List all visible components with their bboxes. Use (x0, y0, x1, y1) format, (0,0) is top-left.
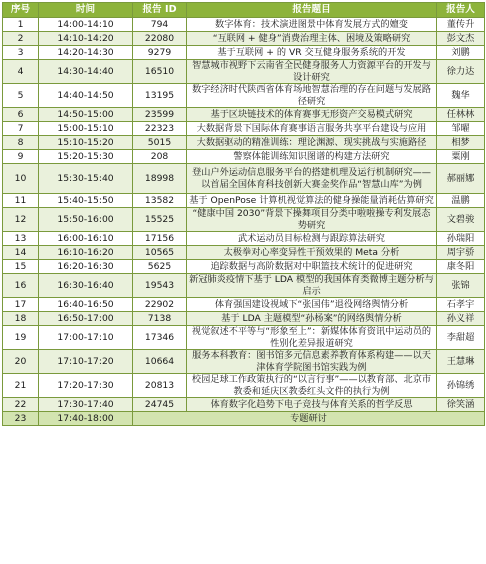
row-seq: 17 (3, 298, 39, 312)
row-title: 追踪数据与高阶数据对中职篮技术统计的促进研究 (187, 260, 437, 274)
table-row (3, 150, 485, 164)
row-seq: 19 (3, 326, 39, 350)
row-seq: 4 (3, 60, 39, 84)
row-reporter: 彭文杰 (437, 32, 485, 46)
row-report-id: 5015 (133, 136, 187, 150)
row-reporter: 周宇骄 (437, 246, 485, 260)
row-seq: 22 (3, 398, 39, 412)
table-row (3, 136, 485, 150)
header-time: 时间 (39, 3, 133, 18)
row-title: 视觉叙述不平等与“形象至上”：新媒体体育资讯中运动员的性别化差异报道研究 (187, 326, 437, 350)
row-time: 14:00-14:10 (39, 18, 133, 32)
row-seq: 12 (3, 208, 39, 232)
row-report-id: 9279 (133, 46, 187, 60)
row-report-id: 16510 (133, 60, 187, 84)
row-seq: 8 (3, 136, 39, 150)
table-row (3, 312, 485, 326)
row-reporter: 邹曜 (437, 122, 485, 136)
table-row (3, 326, 485, 350)
row-report-id: 17346 (133, 326, 187, 350)
row-time: 17:30-17:40 (39, 398, 133, 412)
row-time: 15:40-15:50 (39, 194, 133, 208)
row-report-id: 23599 (133, 108, 187, 122)
row-title: 体育数字化趋势下电子竞技与体育关系的哲学反思 (187, 398, 437, 412)
table-row (3, 298, 485, 312)
header-row (3, 3, 485, 18)
row-time: 17:40-18:00 (39, 412, 133, 426)
row-report-id: 20813 (133, 374, 187, 398)
row-time: 15:50-16:00 (39, 208, 133, 232)
table-row (3, 32, 485, 46)
row-reporter: 石孝宇 (437, 298, 485, 312)
table-row (3, 274, 485, 298)
row-seq: 16 (3, 274, 39, 298)
row-report-id: 24745 (133, 398, 187, 412)
row-title: 大数据驱动的精准训练：理论渊源、现实挑战与实施路径 (187, 136, 437, 150)
table-row (3, 60, 485, 84)
row-seq: 14 (3, 246, 39, 260)
row-title: 警察体能训练知识图谱的构建方法研究 (187, 150, 437, 164)
row-time: 15:10-15:20 (39, 136, 133, 150)
row-time: 14:50-15:00 (39, 108, 133, 122)
row-report-id: 5625 (133, 260, 187, 274)
table-row (3, 164, 485, 194)
row-title: 登山户外运动信息服务平台的搭建机理及运行机制研究——以首届全国体育科技创新大赛金奖作品“智慧山库”为例 (187, 164, 437, 194)
table-row (3, 122, 485, 136)
header-reporter: 报告人 (437, 3, 485, 18)
row-report-id: 7138 (133, 312, 187, 326)
row-time: 15:00-15:10 (39, 122, 133, 136)
row-time: 16:50-17:00 (39, 312, 133, 326)
row-seq: 23 (3, 412, 39, 426)
row-reporter: 康冬阳 (437, 260, 485, 274)
table-row (3, 194, 485, 208)
row-title: 数字体育：技术演进图景中体育发展方式的嬗变 (187, 18, 437, 32)
row-reporter: 郝丽娜 (437, 164, 485, 194)
row-report-id: 208 (133, 150, 187, 164)
schedule-table (2, 2, 485, 426)
row-report-id: 794 (133, 18, 187, 32)
table-row (3, 232, 485, 246)
row-reporter: 孙瑞阳 (437, 232, 485, 246)
row-report-id: 22902 (133, 298, 187, 312)
row-title: 基于区块链技术的体育赛事无形资产交易模式研究 (187, 108, 437, 122)
row-title: 太极拳对心率变异性干预效果的 Meta 分析 (187, 246, 437, 260)
row-seq: 15 (3, 260, 39, 274)
table-row (3, 208, 485, 232)
row-time: 14:40-14:50 (39, 84, 133, 108)
row-title: 校园足球工作政策执行的“以言行事”——以教育部、北京市教委和延庆区教委红头文件的执行为例 (187, 374, 437, 398)
row-time: 17:00-17:10 (39, 326, 133, 350)
table-row (3, 350, 485, 374)
row-time: 16:30-16:40 (39, 274, 133, 298)
row-reporter: 孙义祥 (437, 312, 485, 326)
table-row (3, 374, 485, 398)
row-time: 15:30-15:40 (39, 164, 133, 194)
row-seq: 11 (3, 194, 39, 208)
table-row (3, 108, 485, 122)
row-seq: 10 (3, 164, 39, 194)
row-time: 17:20-17:30 (39, 374, 133, 398)
row-reporter: 徐力达 (437, 60, 485, 84)
row-reporter: 张锦 (437, 274, 485, 298)
row-reporter: 刘鹏 (437, 46, 485, 60)
row-report-id: 15525 (133, 208, 187, 232)
row-report-id: 19543 (133, 274, 187, 298)
table-row (3, 46, 485, 60)
table-row (3, 260, 485, 274)
row-title: 服务本科教育：图书馆多元信息素养教育体系构建——以天津体育学院图书馆实践为例 (187, 350, 437, 374)
final-row-label: 专题研讨 (133, 412, 485, 426)
row-time: 15:20-15:30 (39, 150, 133, 164)
row-reporter: 董传升 (437, 18, 485, 32)
row-report-id: 22323 (133, 122, 187, 136)
row-time: 14:10-14:20 (39, 32, 133, 46)
header-id: 报告 ID (133, 3, 187, 18)
row-title: 新冠肺炎疫情下基于 LDA 模型的我国体育类微博主题分析与启示 (187, 274, 437, 298)
table-row (3, 84, 485, 108)
header-title: 报告题目 (187, 3, 437, 18)
row-seq: 3 (3, 46, 39, 60)
row-report-id: 10565 (133, 246, 187, 260)
row-report-id: 17156 (133, 232, 187, 246)
row-title: 数字经济时代陕西省体育场地智慧治理的存在问题与发展路径研究 (187, 84, 437, 108)
row-report-id: 13582 (133, 194, 187, 208)
row-seq: 18 (3, 312, 39, 326)
row-reporter: 粟刚 (437, 150, 485, 164)
row-reporter: 任林林 (437, 108, 485, 122)
row-report-id: 22080 (133, 32, 187, 46)
row-report-id: 10664 (133, 350, 187, 374)
row-reporter: 孙锦绣 (437, 374, 485, 398)
row-reporter: 相梦 (437, 136, 485, 150)
row-seq: 21 (3, 374, 39, 398)
row-seq: 5 (3, 84, 39, 108)
row-time: 16:00-16:10 (39, 232, 133, 246)
row-time: 14:30-14:40 (39, 60, 133, 84)
row-time: 14:20-14:30 (39, 46, 133, 60)
row-reporter: 王慧琳 (437, 350, 485, 374)
row-report-id: 18998 (133, 164, 187, 194)
row-reporter: 温鹏 (437, 194, 485, 208)
row-seq: 2 (3, 32, 39, 46)
header-seq: 序号 (3, 3, 39, 18)
row-time: 16:20-16:30 (39, 260, 133, 274)
table-row-final (3, 412, 485, 426)
row-title: 武术运动员目标检测与跟踪算法研究 (187, 232, 437, 246)
row-report-id: 13195 (133, 84, 187, 108)
row-seq: 20 (3, 350, 39, 374)
row-title: 基于互联网 + 的 VR 交互健身服务系统的开发 (187, 46, 437, 60)
table-row (3, 246, 485, 260)
row-title: “健康中国 2030”背景下操舞项目分类中啦啦操专利发展态势研究 (187, 208, 437, 232)
row-reporter: 文碧骏 (437, 208, 485, 232)
row-time: 16:40-16:50 (39, 298, 133, 312)
table-row (3, 398, 485, 412)
row-title: 大数据背景下国际体育赛事语言服务共享平台建设与应用 (187, 122, 437, 136)
table-row (3, 18, 485, 32)
row-seq: 13 (3, 232, 39, 246)
row-title: 智慧城市视野下云南省全民健身服务人力资源平台的开发与设计研究 (187, 60, 437, 84)
schedule-body (3, 18, 485, 426)
row-time: 16:10-16:20 (39, 246, 133, 260)
row-title: 体育强国建设视域下“张国伟”退役网络舆情分析 (187, 298, 437, 312)
row-title: 基于 OpenPose 计算机视觉算法的健身操能量消耗估算研究 (187, 194, 437, 208)
row-title: “互联网 + 健身”消费治理主体、困境及策略研究 (187, 32, 437, 46)
row-seq: 9 (3, 150, 39, 164)
row-time: 17:10-17:20 (39, 350, 133, 374)
row-seq: 6 (3, 108, 39, 122)
row-reporter: 徐笑涵 (437, 398, 485, 412)
row-seq: 7 (3, 122, 39, 136)
row-reporter: 李甜超 (437, 326, 485, 350)
row-title: 基于 LDA 主题模型“孙杨案”的网络舆情分析 (187, 312, 437, 326)
row-seq: 1 (3, 18, 39, 32)
row-reporter: 魏华 (437, 84, 485, 108)
